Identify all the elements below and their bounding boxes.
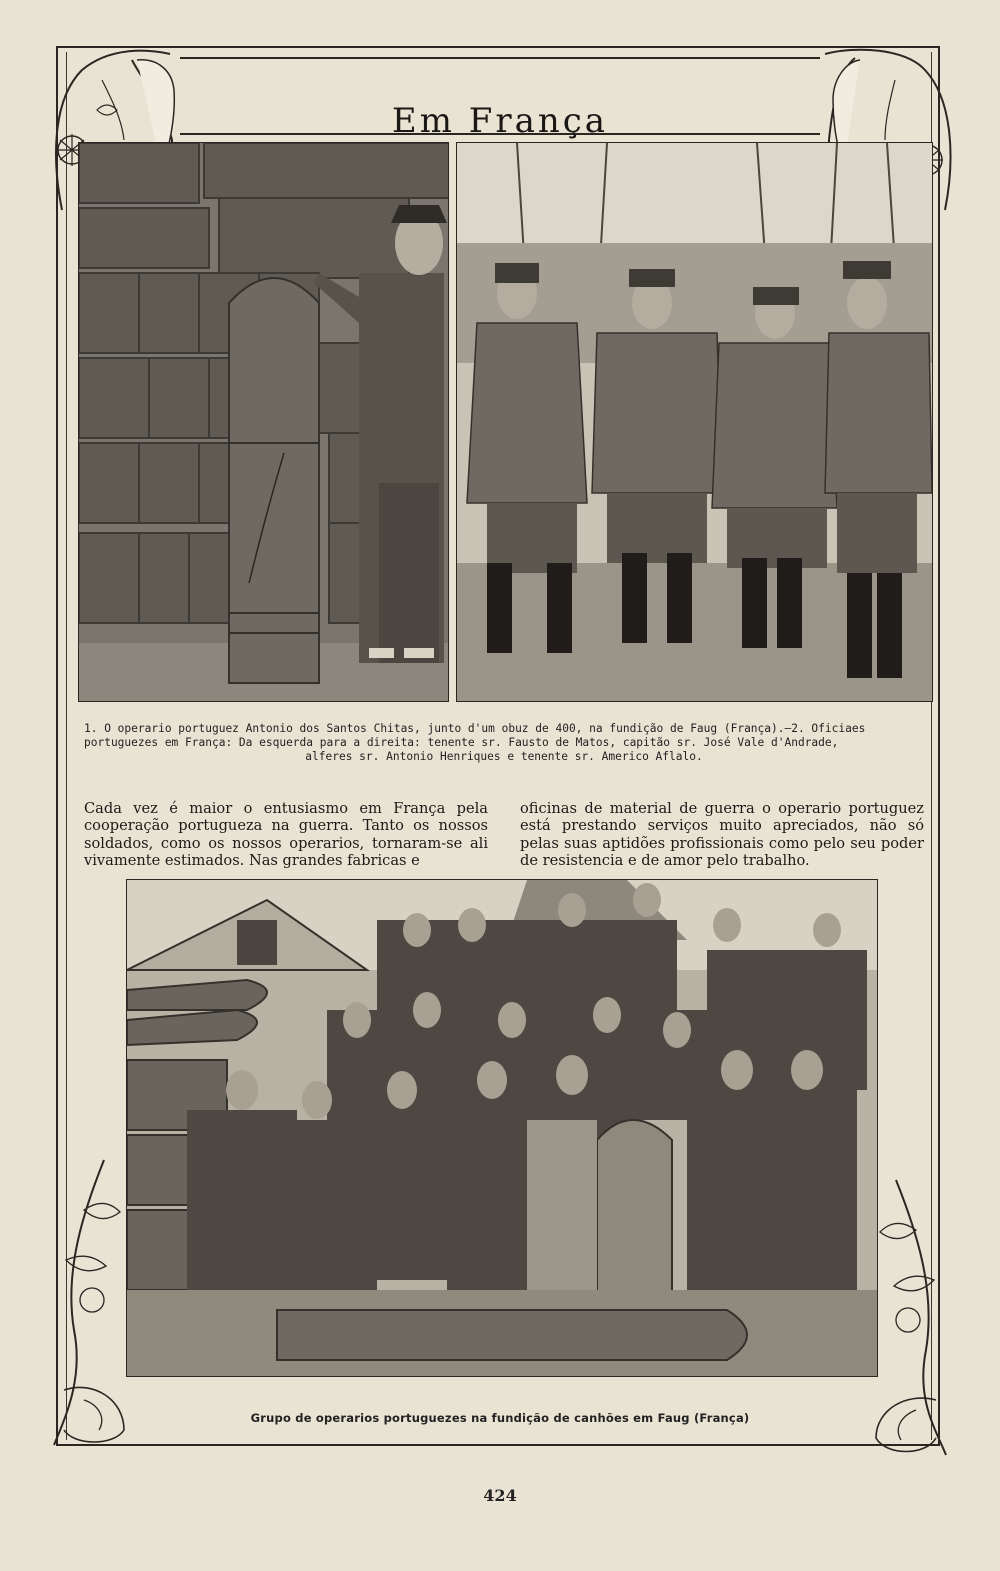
caption-top-line-2: portuguezes em França: Da esquerda para a direita: tenente sr. Fausto de Matos, capitão sr. José Vale d'Andrade,	[84, 736, 839, 749]
photo-group-of-workers-icon	[127, 880, 877, 1376]
photo-four-officers	[457, 143, 932, 701]
article-column-right: oficinas de material de guerra o operario portuguez está prestando serviços muito apreciados, não só pelas suas aptidões profissionais como pelo seu poder de resistencia e de amor pelo trabalho.	[520, 799, 924, 870]
caption-top-line-1: 1. O operario portuguez Antonio dos Santos Chitas, junto d'um obuz de 400, na fundição de Faug (França).—2. Oficiaes	[84, 722, 866, 735]
photo-caption-top	[84, 722, 924, 764]
article-column-left: Cada vez é maior o entusiasmo em França pela cooperação portugueza na guerra. Tanto os nossos soldados, como os nossos operarios, tornaram-se ali vivamente estimados. Nas grandes fabricas e	[84, 799, 488, 870]
photo-worker-with-shell	[79, 143, 448, 701]
photo-group-of-workers	[127, 880, 877, 1376]
photo-worker-with-shell-icon	[79, 143, 448, 701]
caption-top-line-3: alferes sr. Antonio Henriques e tenente sr. Americo Aflalo.	[305, 750, 703, 763]
page-title: Em França	[391, 100, 609, 141]
page-number: 424	[483, 1486, 517, 1505]
photo-caption-bottom: Grupo de operarios portuguezes na fundição de canhões em Faug (França)	[250, 1411, 750, 1425]
photo-four-officers-icon	[457, 143, 932, 701]
